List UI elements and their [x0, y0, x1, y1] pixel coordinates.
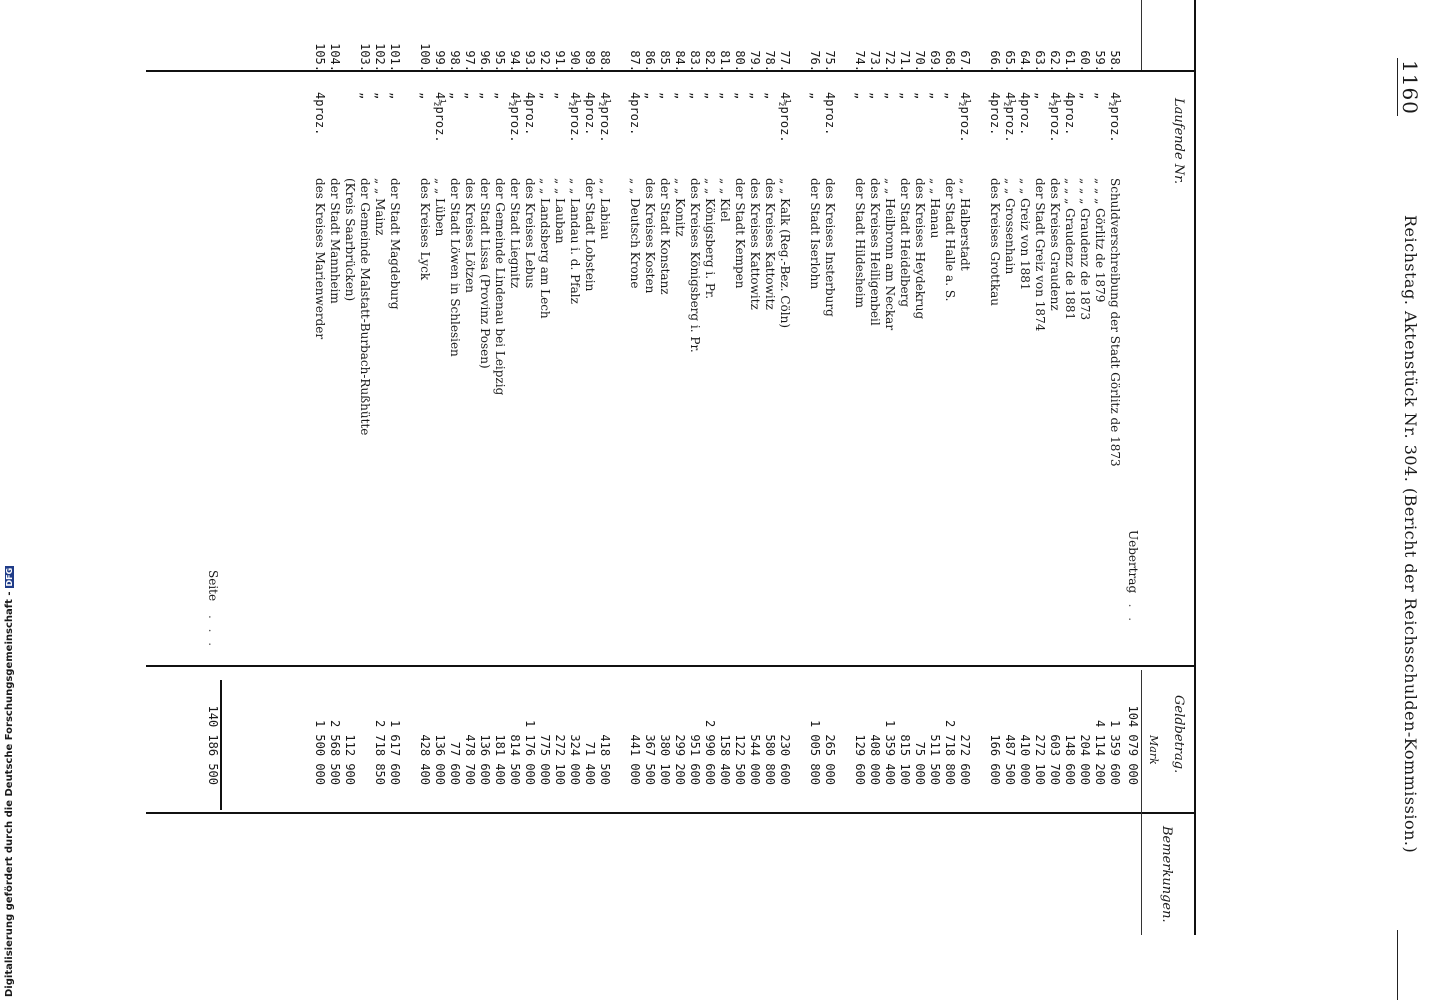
interest-rate: „ [463, 92, 477, 100]
header-rule [1397, 930, 1398, 1000]
sum-amount: 140 186 500 [206, 705, 220, 785]
row-amount: 1 359 600 [1108, 719, 1122, 785]
row-number: 100. [418, 43, 432, 72]
interest-rate: 4½proz. [568, 92, 582, 143]
table-row [927, 0, 942, 1000]
interest-rate: 4proz. [628, 92, 642, 136]
interest-rate: 4½proz. [1003, 92, 1017, 143]
table-row [987, 0, 1002, 1000]
interest-rate: „ [718, 92, 732, 100]
row-description: „ „ Kalk (Reg.-Bez. Cöln) [778, 178, 792, 328]
table-row [852, 0, 867, 1000]
header-geldbetrag: Geldbetrag. [1171, 695, 1186, 774]
table-row [537, 0, 552, 1000]
row-description: des Kreises Graudenz [1048, 178, 1062, 311]
row-amount: 136 000 [433, 734, 447, 785]
table-row [387, 0, 402, 1000]
row-description: „ „ Kiel [718, 178, 732, 222]
interest-rate: „ [358, 92, 372, 100]
table-row [897, 0, 912, 1000]
row-amount: 2 718 850 [373, 719, 387, 785]
table-row [732, 0, 747, 1000]
interest-rate: 4½proz. [778, 92, 792, 143]
interest-rate: „ [538, 92, 552, 100]
row-amount: 814 500 [508, 734, 522, 785]
table-row [462, 0, 477, 1000]
row-description: des Kreises Kattowitz [748, 178, 762, 310]
row-description: des Kreises Königsberg i. Pr. [688, 178, 702, 353]
header-under-rule-remarks [1141, 812, 1142, 935]
row-number: 88. [598, 50, 612, 72]
row-number: 102. [373, 43, 387, 72]
row-number: 93. [523, 50, 537, 72]
row-description: des Kreises Heydekrug [913, 178, 927, 320]
row-description: der Stadt Iserlohn [808, 178, 822, 290]
row-description: des Kreises Insterburg [823, 178, 837, 317]
table-row [1107, 0, 1122, 1000]
row-number: 91. [553, 50, 567, 72]
row-description: des Kreises Kattowitz [763, 178, 777, 310]
row-number: 96. [478, 50, 492, 72]
table-row [777, 0, 792, 1000]
interest-rate: „ [478, 92, 492, 100]
row-number: 62. [1048, 50, 1062, 72]
interest-rate: „ [928, 92, 942, 100]
row-amount: 272 100 [1033, 734, 1047, 785]
row-number: 95. [493, 50, 507, 72]
row-description: der Stadt Lissa (Provinz Posen) [478, 178, 492, 369]
row-amount: 410 000 [1018, 734, 1032, 785]
page-number-rule [1397, 58, 1398, 116]
table-row [1032, 0, 1047, 1000]
interest-rate: „ [643, 92, 657, 100]
row-amount: 478 700 [463, 734, 477, 785]
row-amount: 441 000 [628, 734, 642, 785]
table-top-rule [1194, 0, 1196, 935]
uebertrag-row: Uebertrag . . . 104 079 000 [1126, 530, 1140, 785]
header-mark: Mark [1147, 735, 1160, 765]
interest-rate: „ [1093, 92, 1107, 100]
interest-rate: „ [853, 92, 867, 100]
row-description: des Kreises Lötzen [463, 178, 477, 293]
uebertrag-amount: 104 079 000 [1126, 705, 1140, 785]
row-description: „ „ Labiau [598, 178, 612, 240]
row-description: „ „ Heilbronn am Neckar [883, 178, 897, 331]
row-amount: 324 000 [568, 734, 582, 785]
row-number: 99. [433, 50, 447, 72]
row-amount: 129 600 [853, 734, 867, 785]
row-description: „ „ Landau i. d. Pfalz [568, 178, 582, 304]
table-row [552, 0, 567, 1000]
row-amount: 71 400 [583, 741, 597, 785]
interest-rate: 4½proz. [958, 92, 972, 143]
interest-rate: „ [883, 92, 897, 100]
row-amount: 181 400 [493, 734, 507, 785]
row-amount: 136 600 [478, 734, 492, 785]
row-description: „ „ „ Görlitz de 1879 [1093, 178, 1107, 303]
interest-rate: 4proz. [988, 92, 1002, 136]
row-description: des Kreises Heiligenbeil [868, 178, 882, 326]
table-row [717, 0, 732, 1000]
row-amount: 487 500 [1003, 734, 1017, 785]
row-number: 67. [958, 50, 972, 72]
table-row [477, 0, 492, 1000]
row-description: des Kreises Kosten [643, 178, 657, 294]
table-row [1077, 0, 1092, 1000]
interest-rate: 4proz. [523, 92, 537, 136]
row-number: 83. [688, 50, 702, 72]
interest-rate: 4½proz. [598, 92, 612, 143]
row-description: „ „ Mainz [373, 178, 387, 236]
row-description: der Stadt Greiz von 1874 [1033, 178, 1047, 332]
row-number: 90. [568, 50, 582, 72]
row-amount: 367 500 [643, 734, 657, 785]
row-amount: 112 900 [343, 734, 357, 785]
row-description: „ „ Halberstadt [958, 178, 972, 271]
table-row [357, 0, 372, 1000]
row-number: 77. [778, 50, 792, 72]
row-number: 75. [823, 50, 837, 72]
row-amount: 2 990 600 [703, 719, 717, 785]
table-row [672, 0, 687, 1000]
row-number: 69. [928, 50, 942, 72]
row-amount: 428 400 [418, 734, 432, 785]
interest-rate: „ [943, 92, 957, 100]
page-header [1392, 0, 1432, 1000]
table-row [867, 0, 882, 1000]
row-number: 76. [808, 50, 822, 72]
row-description: (Kreis Saarbrücken) [343, 178, 357, 302]
row-description: Schuldverschreibung der Stadt Görlitz de 1873 [1108, 178, 1122, 467]
row-number: 72. [883, 50, 897, 72]
row-amount: 299 200 [673, 734, 687, 785]
row-amount: 265 000 [823, 734, 837, 785]
sum-label: Seite [206, 570, 220, 602]
row-number: 92. [538, 50, 552, 72]
row-amount: 2 568 500 [328, 719, 342, 785]
row-number: 87. [628, 50, 642, 72]
row-description: der Stadt Kempen [733, 178, 747, 289]
row-amount: 4 114 200 [1093, 719, 1107, 785]
interest-rate: 4½proz. [508, 92, 522, 143]
row-number: 98. [448, 50, 462, 72]
table-row [567, 0, 582, 1000]
row-number: 94. [508, 50, 522, 72]
table-row [822, 0, 837, 1000]
interest-rate: 4½proz. [1048, 92, 1062, 143]
table-row [1002, 0, 1017, 1000]
row-amount: 511 500 [928, 734, 942, 785]
interest-rate: 4proz. [823, 92, 837, 136]
row-description: des Kreises Grottkau [988, 178, 1002, 306]
row-description: des Kreises Lyck [418, 178, 432, 281]
row-description: der Stadt Hildesheim [853, 178, 867, 308]
table-row [762, 0, 777, 1000]
row-number: 84. [673, 50, 687, 72]
row-amount: 2 718 800 [943, 719, 957, 785]
table-row [372, 0, 387, 1000]
interest-rate: „ [448, 92, 462, 100]
table-row [447, 0, 462, 1000]
digitization-footer [4, 567, 20, 997]
row-description: des Kreises Lebus [523, 178, 537, 289]
row-amount: 1 500 000 [313, 719, 327, 785]
table-row [912, 0, 927, 1000]
row-number: 64. [1018, 50, 1032, 72]
row-description: der Gemeinde Lindenau bei Leipzig [493, 178, 507, 396]
table-row [1047, 0, 1062, 1000]
interest-rate: „ [673, 92, 687, 100]
row-amount: 75 000 [913, 741, 927, 785]
row-number: 60. [1078, 50, 1092, 72]
table-row [807, 0, 822, 1000]
interest-rate: „ [1033, 92, 1047, 100]
row-number: 105. [313, 43, 327, 72]
interest-rate: 4proz. [1063, 92, 1077, 136]
row-amount: 408 000 [868, 734, 882, 785]
row-amount: 230 600 [778, 734, 792, 785]
table-row [327, 0, 342, 1000]
table-row [597, 0, 612, 1000]
row-amount: 380 100 [658, 734, 672, 785]
row-description: der Stadt Liegnitz [508, 178, 522, 289]
table-row [702, 0, 717, 1000]
table-row [1017, 0, 1032, 1000]
interest-rate: 4½proz. [433, 92, 447, 143]
running-title: Reichstag. Aktenstück Nr. 304. (Bericht der Reichsschulden-Kommission.) [1401, 215, 1420, 854]
row-number: 59. [1093, 50, 1107, 72]
table-row [432, 0, 447, 1000]
interest-rate: „ [868, 92, 882, 100]
table-row [492, 0, 507, 1000]
row-description: „ „ „ Graudenz de 1881 [1063, 178, 1077, 321]
row-description: der Stadt Heidelberg [898, 178, 912, 308]
interest-rate: 4proz. [1018, 92, 1032, 136]
row-description: „ „ Konitz [673, 178, 687, 237]
row-description: der Stadt Lobstein [583, 178, 597, 292]
interest-rate: „ [1078, 92, 1092, 100]
table-row [417, 0, 432, 1000]
table-row [342, 0, 357, 1000]
row-number: 104. [328, 43, 342, 72]
row-number: 74. [853, 50, 867, 72]
row-amount: 272 100 [553, 734, 567, 785]
interest-rate: „ [688, 92, 702, 100]
row-amount: 204 000 [1078, 734, 1092, 785]
row-number: 71. [898, 50, 912, 72]
row-amount: 1 005 800 [808, 719, 822, 785]
interest-rate: „ [658, 92, 672, 100]
row-number: 58. [1108, 50, 1122, 72]
interest-rate: „ [373, 92, 387, 100]
table-row [882, 0, 897, 1000]
row-description: „ „ Landsberg am Lech [538, 178, 552, 319]
row-amount: 158 400 [718, 734, 732, 785]
table-row [1062, 0, 1077, 1000]
row-description: „ „ Hanau [928, 178, 942, 239]
header-under-rule-amount [1141, 670, 1142, 812]
interest-rate: „ [418, 92, 432, 100]
row-amount: 122 500 [733, 734, 747, 785]
interest-rate: „ [808, 92, 822, 100]
row-number: 70. [913, 50, 927, 72]
page-number: 1160 [1398, 60, 1422, 115]
table-row [522, 0, 537, 1000]
row-amount: 580 800 [763, 734, 777, 785]
row-description: der Stadt Konstanz [658, 178, 672, 295]
row-amount: 77 600 [448, 741, 462, 785]
row-description: der Stadt Löwen in Schlesien [448, 178, 462, 357]
row-number: 80. [733, 50, 747, 72]
interest-rate: „ [898, 92, 912, 100]
interest-rate: „ [493, 92, 507, 100]
row-number: 82. [703, 50, 717, 72]
table-row [507, 0, 522, 1000]
row-number: 73. [868, 50, 882, 72]
row-number: 89. [583, 50, 597, 72]
table-row [657, 0, 672, 1000]
row-number: 65. [1003, 50, 1017, 72]
row-description: „ „ „ Graudenz de 1873 [1078, 178, 1092, 321]
interest-rate: „ [913, 92, 927, 100]
header-under-rule-nr [1141, 0, 1142, 70]
row-number: 79. [748, 50, 762, 72]
sum-rule [220, 680, 222, 810]
row-amount: 148 600 [1063, 734, 1077, 785]
interest-rate: „ [733, 92, 747, 100]
row-description: der Gemeinde Malstatt-Burbach-Rußhütte [358, 178, 372, 436]
sum-row: Seite . . . 140 186 500 [206, 570, 220, 785]
row-description: „ „ Deutsch Krone [628, 178, 642, 289]
row-amount: 272 600 [958, 734, 972, 785]
row-amount: 951 600 [688, 734, 702, 785]
row-number: 68. [943, 50, 957, 72]
row-number: 103. [358, 43, 372, 72]
row-description: der Stadt Magdeburg [388, 178, 402, 310]
row-number: 66. [988, 50, 1002, 72]
row-amount: 166 600 [988, 734, 1002, 785]
row-number: 86. [643, 50, 657, 72]
interest-rate: 4proz. [583, 92, 597, 136]
row-amount: 815 100 [898, 734, 912, 785]
row-number: 61. [1063, 50, 1077, 72]
row-amount: 1 617 600 [388, 719, 402, 785]
row-description: „ „ Greiz von 1881 [1018, 178, 1032, 291]
interest-rate: „ [388, 92, 402, 100]
interest-rate: „ [763, 92, 777, 100]
uebertrag-label: Uebertrag [1126, 530, 1140, 594]
row-number: 85. [658, 50, 672, 72]
interest-rate: „ [553, 92, 567, 100]
row-number: 63. [1033, 50, 1047, 72]
table-row [747, 0, 762, 1000]
table-row [627, 0, 642, 1000]
table-row [582, 0, 597, 1000]
interest-rate: 4proz. [313, 92, 327, 136]
row-description: „ „ Grossenhain [1003, 178, 1017, 275]
dfg-logo: DFG [5, 567, 14, 587]
row-description: des Kreises Marienwerder [313, 178, 327, 340]
row-amount: 544 000 [748, 734, 762, 785]
row-number: 97. [463, 50, 477, 72]
row-description: „ „ Lauban [553, 178, 567, 244]
row-number: 81. [718, 50, 732, 72]
row-amount: 775 000 [538, 734, 552, 785]
table-row [312, 0, 327, 1000]
interest-rate: 4½proz. [1108, 92, 1122, 143]
table-row [957, 0, 972, 1000]
header-bemerkungen: Bemerkungen. [1159, 826, 1174, 923]
table-row [942, 0, 957, 1000]
table-row [642, 0, 657, 1000]
row-number: 101. [388, 43, 402, 72]
table-row [687, 0, 702, 1000]
row-amount: 603 700 [1048, 734, 1062, 785]
row-amount: 1 359 400 [883, 719, 897, 785]
footer-text: Digitalisierung gefördert durch die Deutsche Forschungsgemeinschaft - [4, 591, 15, 997]
row-amount: 418 500 [598, 734, 612, 785]
row-description: „ „ Lüben [433, 178, 447, 237]
row-amount: 1 176 000 [523, 719, 537, 785]
row-description: der Stadt Halle a. S. [943, 178, 957, 302]
row-number: 78. [763, 50, 777, 72]
interest-rate: „ [748, 92, 762, 100]
header-laufende-nr: Laufende Nr. [1171, 98, 1186, 185]
table-row [1092, 0, 1107, 1000]
row-description: „ „ Königsberg i. Pr. [703, 178, 717, 300]
interest-rate: „ [703, 92, 717, 100]
row-description: der Stadt Mannheim [328, 178, 342, 304]
